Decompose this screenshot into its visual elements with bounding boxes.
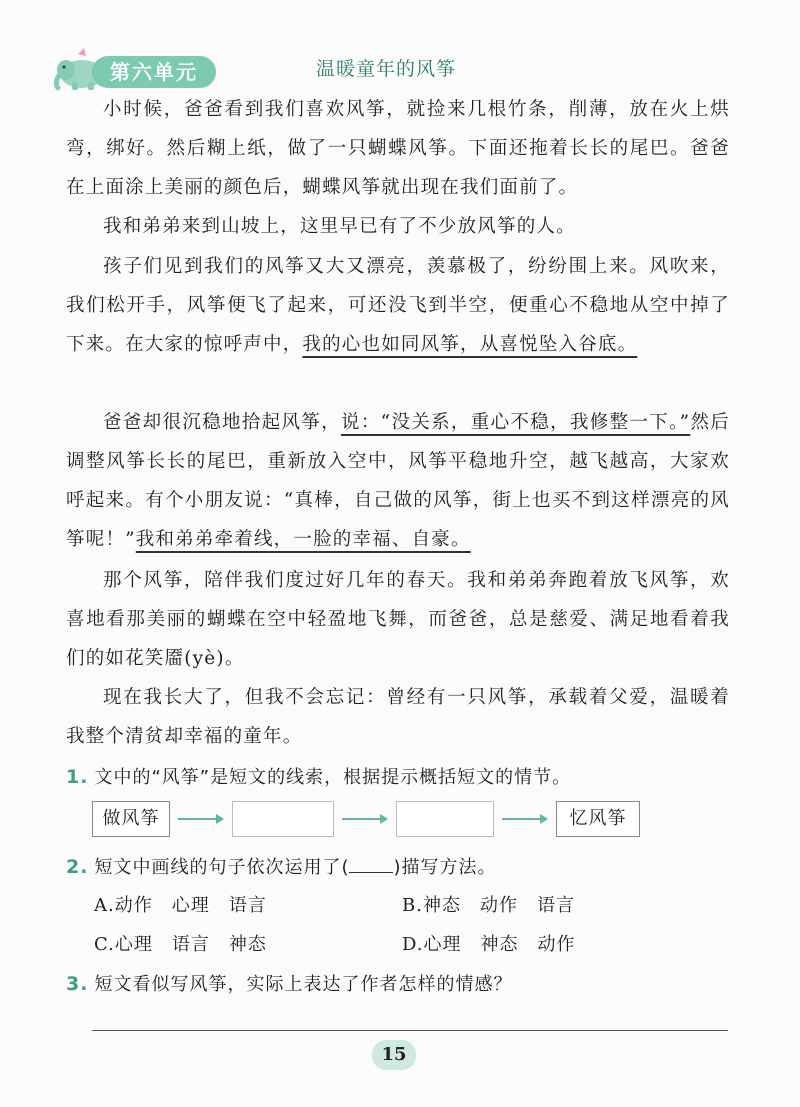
underlined-sentence-2: 说：“没关系，重心不稳，我修整一下。”: [340, 412, 691, 433]
underlined-sentence-3: 我和弟弟牵着线，一脸的幸福、自豪。: [135, 529, 471, 550]
paragraph-2: 我和弟弟来到山坡上，这里早已有了不少放风筝的人。: [103, 216, 576, 237]
flow-arrow-1: [178, 818, 222, 820]
unit-badge: [52, 46, 222, 92]
unit-label: 第六单元: [92, 56, 216, 88]
flow-box-start: 做风筝: [92, 801, 170, 837]
question-1-number: 1.: [66, 766, 89, 788]
paragraph-4-text-a: 爸爸却很沉稳地拾起风筝，: [103, 412, 341, 433]
question-3: [66, 970, 512, 996]
flow-arrow-2: [342, 818, 386, 820]
flow-box-end: 忆风筝: [556, 801, 640, 837]
page-title: 温暖童年的风筝: [316, 58, 457, 80]
page-number: 15: [372, 1040, 416, 1070]
paragraph-1: 小时候，爸爸看到我们喜欢风筝，就捡来几根竹条，削薄，放在火上烘弯，绑好。然后糊上纸，做了一只蝴蝶风筝。下面还拖着长长的尾巴。爸爸在上面涂上美丽的颜色后，蝴蝶风筝就出现在我们面前了。: [66, 99, 730, 198]
question-3-number: 3.: [66, 973, 89, 995]
question-2-text-a: 短文中画线的句子依次运用了(: [94, 857, 350, 878]
question-1-text: 文中的“风筝”是短文的线索，根据提示概括短文的情节。: [94, 767, 572, 788]
answer-blank[interactable]: [349, 856, 393, 873]
flow-arrow-3: [502, 818, 546, 820]
question-3-text: 短文看似写风筝，实际上表达了作者怎样的情感？: [94, 974, 513, 995]
paragraph-5: 那个风筝，陪伴我们度过好几年的春天。我和弟弟奔跑着放飞风筝，欢喜地看那美丽的蝴蝶在空中轻盈地飞舞，而爸爸，总是慈爱、满足地看着我们的如花笑靥(yè)。: [66, 570, 730, 669]
option-b[interactable]: B.神态 动作 语言: [402, 895, 575, 916]
paragraph-4-text-b: 然后调整风筝长长的尾巴，重新放入空中，风筝平稳地升空，越飞越高，大家欢呼起来。有个小朋友说：“真棒，自己做的风筝，街上也买不到这样漂亮的风筝呢！”: [66, 412, 730, 550]
flow-answer-box-2[interactable]: [396, 801, 494, 837]
paragraph-6: 现在我长大了，但我不会忘记：曾经有一只风筝，承载着父爱，温暖着我整个清贫却幸福的童年。: [66, 687, 730, 747]
paragraph-3-text: 孩子们见到我们的风筝又大又漂亮，羡慕极了，纷纷围上来。风吹来，我们松开手，风筝便飞了起来，可还没飞到半空，便重心不稳地从空中掉了下来。在大家的惊呼声中，: [66, 256, 730, 355]
flow-answer-box-1[interactable]: [232, 801, 334, 837]
question-1: [66, 763, 571, 789]
paragraph-4: [66, 403, 730, 559]
question-2-number: 2.: [66, 856, 89, 878]
underlined-sentence-1: 我的心也如同风筝，从喜悦坠入谷底。: [302, 334, 638, 355]
question-2-text-b: )描写方法。: [393, 857, 497, 878]
option-c[interactable]: C.心理 语言 神态: [94, 934, 267, 955]
option-a[interactable]: A.动作 心理 语言: [94, 895, 267, 916]
answer-line[interactable]: [92, 1030, 728, 1031]
paragraph-3: [66, 247, 730, 364]
option-d[interactable]: D.心理 神态 动作: [402, 934, 576, 955]
question-2: [66, 853, 497, 879]
